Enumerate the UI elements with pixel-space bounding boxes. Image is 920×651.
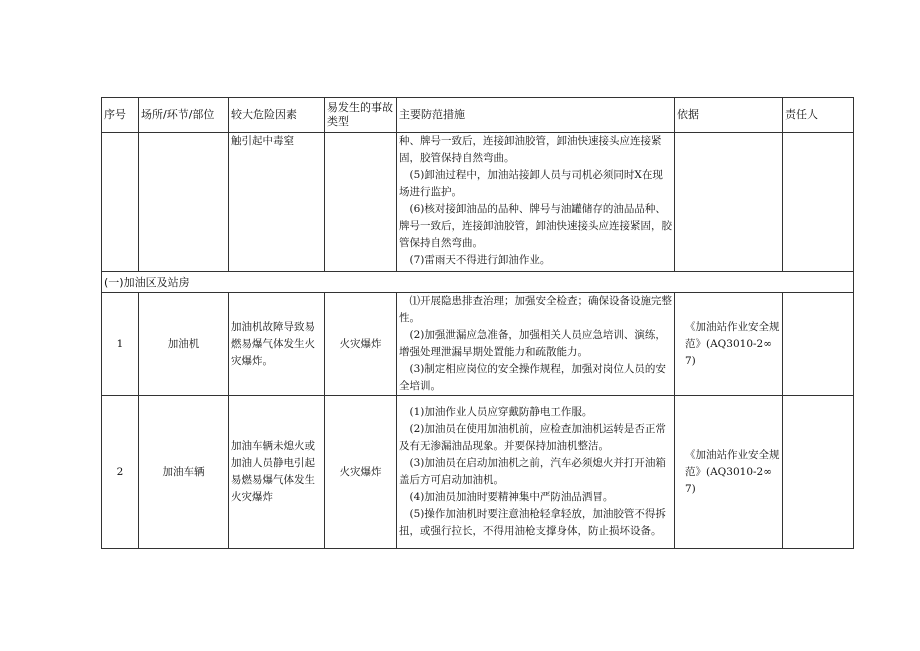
header-measures: 主要防范措施	[397, 98, 675, 133]
row-no: 2	[102, 396, 139, 549]
header-no: 序号	[102, 98, 139, 133]
measures-cell: (1)加油作业人员应穿戴防静电工作服。 (2)加油员在使用加油机前，应检查加油机运转是否正常及有无渗漏油品现象。并要保持加油机整洁。 (3)加油员在启动加油机之前，汽车必须熄火并打开油箱盖后方可启动加油机。 (4)加油员加油时要精神集中严防油品洒冒。 (5)操作加油机时要注意油枪轻拿轻放，加油胶管不得拆扭，或强行拉长，不得用油枪支撑身体，防止损坏设备。	[397, 396, 675, 549]
header-row	[102, 98, 854, 133]
hazard-cell: 加油机故障导致易燃易爆气体发生火灾爆炸。	[229, 293, 325, 396]
table-row	[102, 133, 854, 272]
table-row	[102, 396, 854, 549]
basis-cell: 《加油站作业安全规范》(AQ3010-2∞7)	[675, 396, 783, 549]
accident-cell: 火灾爆炸	[325, 396, 397, 549]
measures-cell: 种、牌号一致后，连接卸油胶管，卸油快速接头应连接紧固，胶管保持自然弯曲。 (5)卸油过程中，加油站接卸人员与司机必须同时X在现场进行监护。 (6)核对接卸油品的品种、牌号与油罐储存的油品品种、牌号一致后，连接卸油胶管，卸油快速接头应连接紧固，胶管保持自然弯曲。 (7)雷雨天不得进行卸油作业。	[397, 133, 675, 272]
section-title: (一)加油区及站房	[102, 272, 854, 293]
row-no: 1	[102, 293, 139, 396]
hazard-cell: 触引起中毒窒	[229, 133, 325, 272]
measures-cell: ⑴开展隐患排查治理；加强安全检查；确保设备设施完整性。 (2)加强泄漏应急准备，加强相关人员应急培训、演练，增强处理泄漏早期处置能力和疏散能力。 (3)制定相应岗位的安全操作规程，加强对岗位人员的安全培训。	[397, 293, 675, 396]
header-person: 责任人	[783, 98, 854, 133]
person-cell	[783, 293, 854, 396]
place-cell: 加油机	[139, 293, 229, 396]
section-row	[102, 272, 854, 293]
person-cell	[783, 396, 854, 549]
hazard-cell: 加油车辆未熄火或加油人员静电引起易燃易爆气体发生火灾爆炸	[229, 396, 325, 549]
header-place: 场所/环节/部位	[139, 98, 229, 133]
header-basis: 依据	[675, 98, 783, 133]
place-cell: 加油车辆	[139, 396, 229, 549]
hazard-table	[101, 97, 854, 549]
accident-cell: 火灾爆炸	[325, 293, 397, 396]
table-row	[102, 293, 854, 396]
header-accident: 易发生的事故类型	[325, 98, 397, 133]
basis-cell: 《加油站作业安全规范》(AQ3010-2∞7)	[675, 293, 783, 396]
header-hazard: 较大危险因素	[229, 98, 325, 133]
